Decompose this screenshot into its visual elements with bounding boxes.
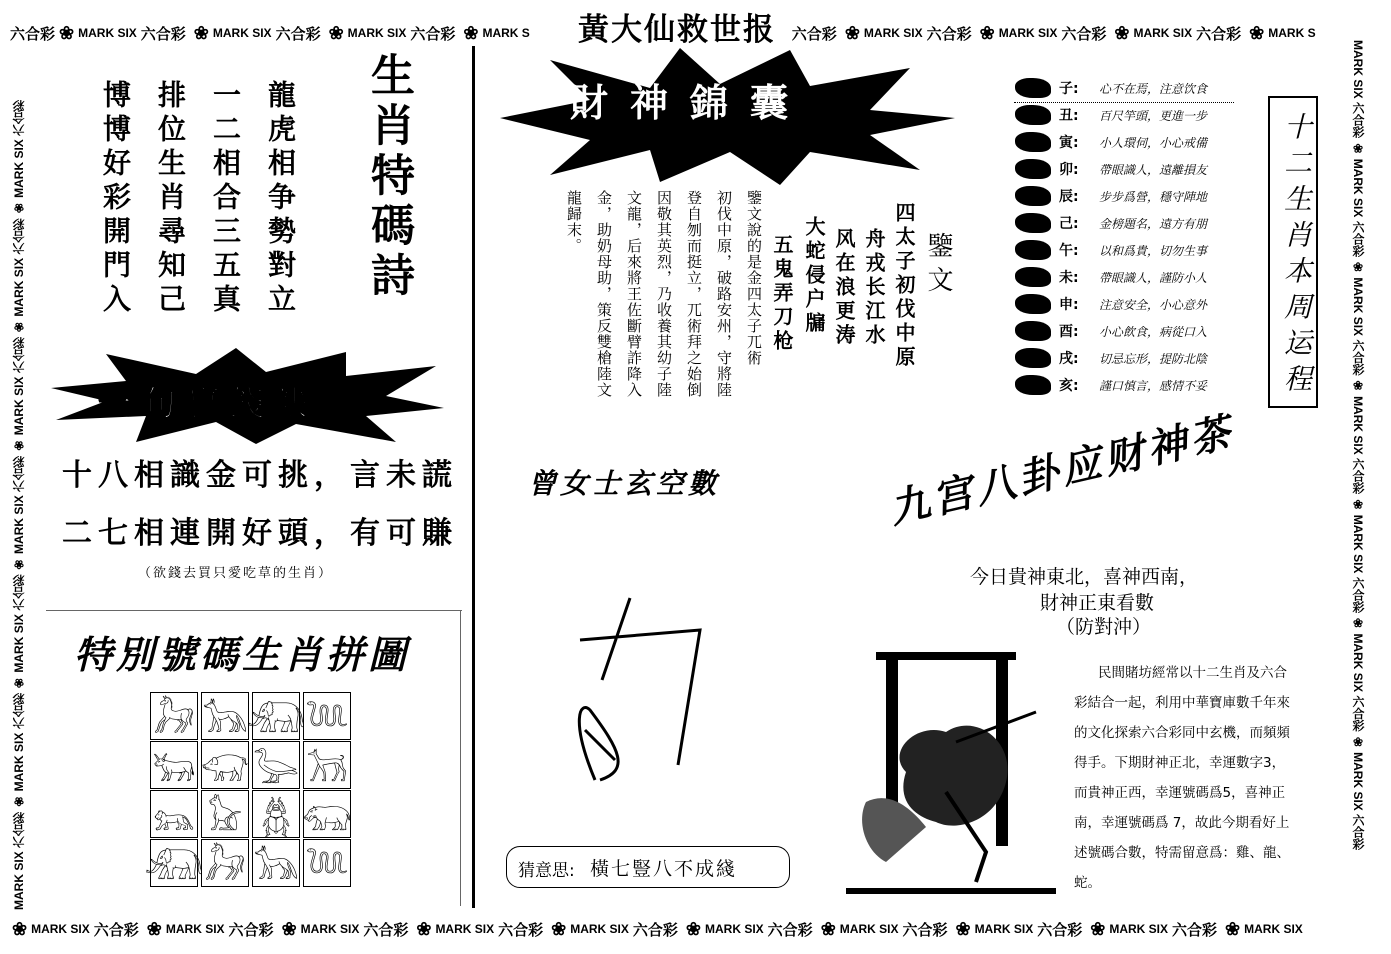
zodiac-row: 午: 以和爲貴，切勿生事 — [1015, 238, 1207, 262]
zodiac-row: 酉: 小心飲食，病從口入 — [1015, 319, 1207, 343]
jianwen-text-1: 鑒文說的是金四太子兀術 — [745, 190, 763, 366]
rooster-icon — [1015, 321, 1051, 341]
bottom-border — [0, 912, 1391, 946]
jianwen-text-5: 文龍，后來將王佐斷臂詐降入 — [625, 190, 643, 398]
dog-icon — [1015, 348, 1051, 368]
puzzle-cell: 𓃒 — [150, 741, 198, 789]
paragraph-line: 蛇。 — [1074, 875, 1101, 891]
zodiac-row: 卯: 帶眼識人，遠離損友 — [1015, 157, 1207, 181]
right-border: MARK SIX 六合彩 ❀ MARK SIX 六合彩 ❀ MARK SIX 六合彩 ❀ MARK SIX 六合彩 ❀ MARK SIX 六合彩 ❀ MARK SIX 六合彩 ❀ MARK SIX 六合彩 — [1351, 40, 1365, 851]
puzzle-right-rule — [460, 610, 461, 906]
puzzle-cell: 𓃰 — [150, 839, 198, 887]
jianwen-poem-3: 风在浪更涛 — [832, 228, 856, 348]
puzzle-cell: 𓅬 — [252, 741, 300, 789]
border-unit: ❀ MARK S — [463, 22, 530, 43]
flower-icon: ❀ — [955, 918, 971, 939]
jianwen-text-2: 初伐中原，破路安州，守將陸 — [715, 190, 733, 398]
border-unit: ❀ MARK SIX 六合彩 — [1090, 918, 1218, 939]
border-unit: ❀ MARK SIX 六合彩 — [328, 22, 456, 43]
center-divider — [472, 46, 475, 908]
puzzle-cell: 𓆙 — [303, 692, 351, 740]
puzzle-title: 特別號碼生肖拼圖 — [74, 632, 411, 677]
puzzle-top-rule — [46, 610, 462, 611]
page-title: 黃大仙救世报 — [578, 12, 776, 48]
zodiac-row: 子: 心不在焉，注意饮食 — [1015, 76, 1207, 100]
border-unit: ❀ MARK SIX 六合彩 — [416, 918, 544, 939]
puzzle-cell: 𓃟 — [201, 741, 249, 789]
puzzle-cell: 𓆣 — [252, 790, 300, 838]
poem-column-2: 一二相合三五真 — [209, 80, 242, 318]
saying-banner-text: 一句贏錢訣 — [98, 384, 318, 424]
flower-icon: ❀ — [979, 22, 995, 43]
flower-icon: ❀ — [1114, 22, 1130, 43]
jiugong-title: 九宫八卦应财神茶 — [884, 408, 1239, 534]
flower-icon: ❀ — [12, 918, 28, 939]
puzzle-cell: 𓃠 — [201, 790, 249, 838]
puzzle-cell: 𓆙 — [303, 839, 351, 887]
puzzle-cell: 𓃗 — [201, 839, 249, 887]
flower-icon: ❀ — [551, 918, 567, 939]
puzzle-cell: 𓃡 — [303, 741, 351, 789]
poem-column-3: 排位生肖尋知己 — [154, 80, 187, 318]
paragraph-line: 述號碼合數，特需留意爲：雞、龍、 — [1074, 845, 1290, 861]
zodiac-row: 未: 帶眼識人，謹防小人 — [1015, 265, 1207, 289]
border-unit: ❀ MARK SIX — [1225, 918, 1303, 939]
zodiac-row: 己: 金榜題名，遠方有朋 — [1015, 211, 1207, 235]
zeng-handwriting — [560, 590, 710, 800]
left-border: MARK SIX 六合彩 ❀ MARK SIX 六合彩 ❀ MARK SIX 六合彩 ❀ MARK SIX 六合彩 ❀ MARK SIX 六合彩 ❀ MARK SIX 六合彩 ❀ MARK SIX 六合彩 — [12, 99, 26, 910]
jianwen-poem-2: 舟戎长江水 — [862, 228, 886, 348]
flower-icon: ❀ — [844, 22, 860, 43]
dragon-icon — [1015, 186, 1051, 206]
poem-title: 生肖特碼詩 — [363, 52, 414, 302]
flower-icon: ❀ — [59, 22, 75, 43]
zodiac-title: 十二生肖本周运程 — [1280, 112, 1313, 400]
jianwen-text-7: 龍歸末。 — [565, 190, 583, 254]
poem-column-4: 博博好彩開門入 — [99, 80, 132, 318]
guess-answer: 橫七豎八不成綫 — [590, 858, 738, 880]
puzzle-cell: 𓃬 — [150, 790, 198, 838]
jianwen-text-6: 金，助奶母助，策反雙槍陸文 — [595, 190, 613, 398]
flower-icon: ❀ — [1225, 918, 1241, 939]
jianwen-poem-1: 四太子初伐中原 — [892, 202, 916, 370]
border-unit: ❀ MARK SIX 六合彩 — [685, 918, 813, 939]
border-unit: ❀ MARK S — [1249, 22, 1316, 43]
horse-icon — [1015, 240, 1051, 260]
border-unit: ❀ MARK SIX 六合彩 — [955, 918, 1083, 939]
jiugong-line-1: 今日貴神東北，喜神西南， — [970, 566, 1199, 588]
flower-icon: ❀ — [820, 918, 836, 939]
border-unit: 六合彩 — [791, 25, 837, 43]
saying-note: （欲錢去買只愛吃草的生肖） — [138, 566, 334, 581]
puzzle-grid — [144, 692, 353, 888]
pig-icon — [1015, 375, 1051, 395]
border-unit: ❀ MARK SIX 六合彩 — [844, 22, 972, 43]
flower-icon: ❀ — [463, 22, 479, 43]
paragraph-line: 民間賭坊經常以十二生肖及六合 — [1098, 665, 1287, 681]
zodiac-row: 戌: 切忌忘形，提防北陰 — [1015, 346, 1207, 370]
flower-icon: ❀ — [146, 918, 162, 939]
jianwen-text-4: 因敬其英烈，乃收養其幼子陸 — [655, 190, 673, 398]
border-unit: ❀ MARK SIX 六合彩 — [820, 918, 948, 939]
puzzle-cell: 𓃥 — [252, 839, 300, 887]
flower-icon: ❀ — [1090, 918, 1106, 939]
zodiac-row: 寅: 小人環伺，小心戒備 — [1015, 130, 1207, 154]
border-unit: ❀ MARK SIX 六合彩 — [1114, 22, 1242, 43]
jiugong-line-3: （防對沖） — [1056, 616, 1152, 638]
monkey-icon — [1015, 294, 1051, 314]
border-unit: ❀ MARK SIX 六合彩 — [551, 918, 678, 939]
puzzle-cell: 𓃰 — [252, 692, 300, 740]
zodiac-row: 亥: 謹口慎言，感情不妥 — [1015, 373, 1207, 397]
border-unit: ❀ MARK SIX 六合彩 — [12, 918, 139, 939]
puzzle-cell: 𓃗 — [150, 692, 198, 740]
guess-label: 猜意思: — [518, 861, 575, 881]
puzzle-cell: 𓃯 — [303, 790, 351, 838]
flower-icon: ❀ — [193, 22, 209, 43]
zodiac-row: 辰: 步步爲營，穩守陣地 — [1015, 184, 1207, 208]
border-unit: ❀ MARK SIX 六合彩 — [146, 918, 274, 939]
flower-icon: ❀ — [1249, 22, 1265, 43]
ox-icon — [1015, 105, 1051, 125]
paragraph-line: 得手。下期財神正北，幸運數字3， — [1074, 755, 1286, 771]
jiugong-paragraph — [1074, 658, 1330, 898]
paragraph-line: 的文化探索六合彩同中玄機，而頻頻 — [1074, 725, 1290, 741]
paragraph-line: 彩結合一起，利用中華寶庫數千年來 — [1074, 695, 1290, 711]
saying-line-2: 二七相連開好頭，有可賺 — [62, 516, 458, 551]
flower-icon: ❀ — [685, 918, 701, 939]
saying-line-1: 十八相識金可挑，言未謊 — [62, 458, 458, 493]
warrior-illustration — [846, 652, 1056, 898]
flower-icon: ❀ — [328, 22, 344, 43]
zodiac-row: 丑: 百尺竿頭，更進一步 — [1015, 103, 1207, 127]
paragraph-line: 南，幸運號碼爲 7，故此今期看好上 — [1074, 815, 1290, 831]
zeng-title: 曾女士玄空數 — [528, 467, 721, 500]
jiugong-line-2: 財神正東看數 — [1040, 592, 1155, 614]
zodiac-rule — [1014, 102, 1234, 104]
jianwen-poem-5: 五鬼弄刀枪 — [770, 234, 794, 354]
goat-icon — [1015, 267, 1051, 287]
jianwen-label: 鑒文 — [923, 232, 953, 300]
border-unit: ❀ MARK SIX 六合彩 — [59, 22, 186, 43]
flower-icon: ❀ — [281, 918, 297, 939]
border-unit: ❀ MARK SIX 六合彩 — [979, 22, 1107, 43]
zodiac-row: 申: 注意安全，小心意外 — [1015, 292, 1207, 316]
rat-icon — [1015, 78, 1051, 98]
flower-icon: ❀ — [416, 918, 432, 939]
puzzle-cell: 𓃥 — [201, 692, 249, 740]
border-unit: ❀ MARK SIX 六合彩 — [281, 918, 409, 939]
snake-icon — [1015, 213, 1051, 233]
border-brand: 六合彩 — [10, 25, 56, 43]
jianwen-poem-4: 大蛇侵户牖 — [802, 216, 826, 336]
jianwen-text-3: 登自刎而挺立，兀術拜之始倒 — [685, 190, 703, 398]
rabbit-icon — [1015, 159, 1051, 179]
banner-text: 財神錦囊 — [570, 80, 811, 125]
poem-column-1: 龍虎相争勢對立 — [264, 80, 297, 318]
border-unit: ❀ MARK SIX 六合彩 — [193, 22, 321, 43]
paragraph-line: 而貴神正西，幸運號碼爲5，喜神正 — [1074, 785, 1286, 801]
tiger-icon — [1015, 132, 1051, 152]
